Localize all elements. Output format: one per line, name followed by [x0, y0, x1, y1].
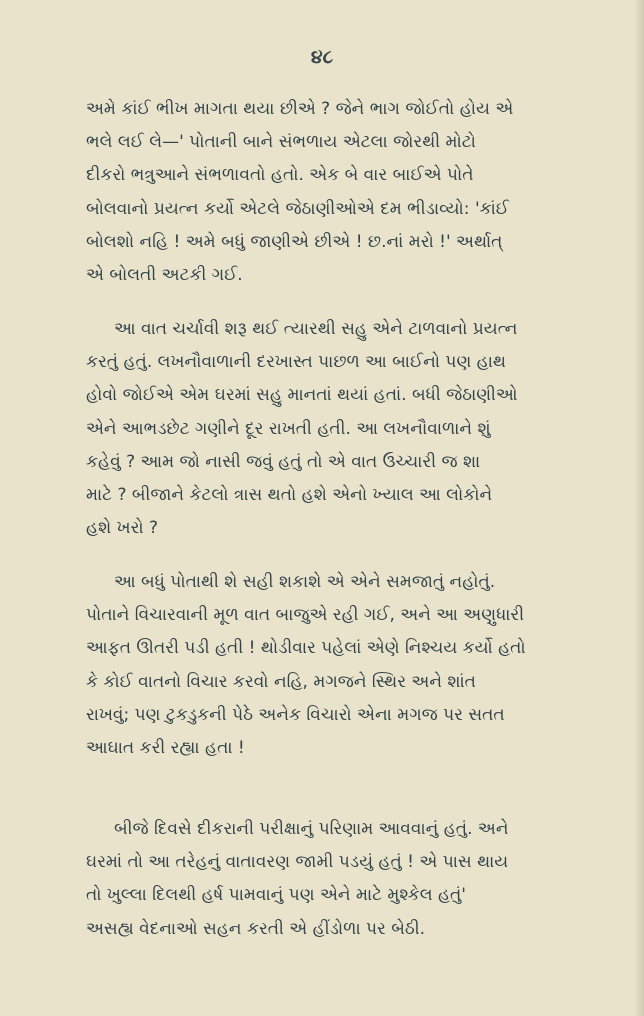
- text-line: કરતું હતું. લખનૌવાળાની દરખાસ્ત પાછળ આ બાઈનો પણ હાથ: [86, 352, 506, 373]
- text-line: આ વાત ચર્ચાવી શરૂ થઈ ત્યારથી સહુ એને ટાળવાનો પ્રયત્ન: [114, 319, 518, 339]
- text-line: માટે ? બીજાને કેટલો ત્રાસ થતો હશે એનો ખ્યાલ આ લોકોને: [86, 485, 493, 506]
- text-line: દીકરો ભત્રુઆને સંભળાવતો હતો. એક બે વાર બાઈએ પોતે: [86, 165, 474, 186]
- text-line: રાખવું; પણ ટુકડુકની પેઠે અનેક વિચારો એના મગજ પર સતત: [86, 704, 505, 725]
- text-line: આફત ઊતરી પડી હતી ! થોડીવાર પહેલાં એણે નિશ્ચય કર્યો હતો: [86, 638, 526, 659]
- text-line: આ બધું પોતાથી શે સહી શકાશે એ એને સમજાતું નહોતું.: [114, 572, 496, 592]
- page-edge-shadow: [634, 0, 644, 1016]
- paragraph-2: [86, 313, 586, 545]
- text-line: બોલવાનો પ્રયત્ન કર્યો એટલે જેઠાણીઓએ દમ ભીડાવ્યો: 'કાંઈ: [86, 198, 509, 219]
- text-line: ઘરમાં તો આ તરેહનું વાતાવરણ જામી પડયું હતું ! એ પાસ થાય: [86, 852, 509, 873]
- paragraph-4: [86, 813, 586, 946]
- page-number: ૪૮: [310, 46, 334, 68]
- text-line: હોવો જોઈએ એમ ઘરમાં સહુ માનતાં થયાં હતાં. બધી જેઠાણીઓ: [86, 385, 518, 406]
- text-line: એ બોલતી અટકી ગઈ.: [86, 265, 243, 286]
- text-line: ભલે લઈ લે—' પોતાની બાને સંભળાય એટલા જોરથી મોટો: [86, 132, 476, 153]
- text-line: હશે ખરો ?: [86, 518, 159, 539]
- text-line: અમે કાંઈ ભીખ માગતા થયા છીએ ? જેને ભાગ જોઈતો હોય એ: [86, 99, 514, 119]
- text-line: કે કોઈ વાતનો વિચાર કરવો નહિ, મગજને સ્થિર અને શાંત: [86, 671, 476, 692]
- paragraph-3: [86, 566, 586, 765]
- text-line: આઘાત કરી રહ્યા હતા !: [86, 738, 245, 759]
- text-line: અસહ્ય વેદનાઓ સહન કરતી એ હીંડોળા પર બેઠી.: [86, 918, 426, 939]
- text-line: કહેવું ? આમ જો નાસી જવું હતું તો એ વાત ઉચ્ચારી જ શા: [86, 451, 481, 472]
- text-line: બોલશો નહિ ! અમે બધું જાણીએ છીએ ! છ.નાં મરો !' અર્થાત્: [86, 231, 503, 252]
- paragraph-1: [86, 93, 586, 292]
- text-line: પોતાને વિચારવાની મૂળ વાત બાજુએ રહી ગઈ, અને આ અણુધારી: [86, 605, 525, 626]
- text-line: બીજે દિવસે દીકરાની પરીક્ષાનું પરિણામ આવવાનું હતું. અને: [114, 819, 509, 839]
- text-line: એને આભડછેટ ગણીને દૂર રાખતી હતી. આ લખનૌવાળાને શું: [86, 418, 491, 439]
- text-line: તો ખુલ્લા દિલથી હર્ષ પામવાનું પણ એને માટે મુશ્કેલ હતું': [86, 885, 466, 906]
